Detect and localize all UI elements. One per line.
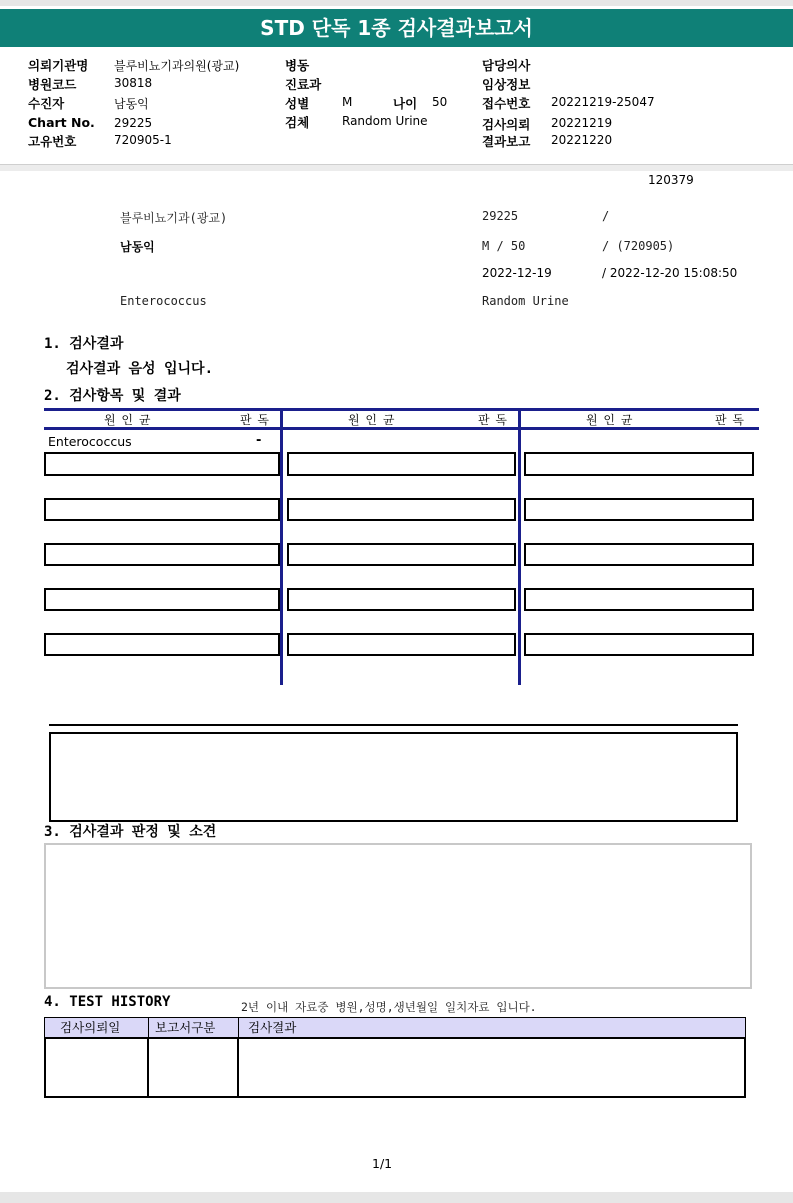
- value-request-date: 20221219: [551, 116, 613, 130]
- table-divider-2: [518, 408, 521, 685]
- row1-result: -: [256, 433, 262, 448]
- col3-pathogen-header: 원 인 균: [586, 413, 634, 427]
- col3-judgement-header: 판 독: [715, 413, 745, 427]
- history-col-result: 검사결과: [238, 1017, 746, 1038]
- result-box: [287, 543, 516, 566]
- comment-rule: [49, 724, 738, 726]
- label-report-date: 결과보고: [482, 134, 531, 149]
- result-box: [44, 452, 280, 476]
- value-specimen: Random Urine: [342, 114, 428, 128]
- summary-reported: / 2022-12-20 15:08:50: [602, 266, 738, 280]
- summary-birth: / (720905): [602, 239, 675, 253]
- col1-judgement-header: 판 독: [240, 413, 270, 427]
- value-report-date: 20221220: [551, 133, 613, 147]
- result-box: [287, 498, 516, 521]
- section4-note: 2년 이내 자료중 병원,성명,생년월일 일치자료 입니다.: [241, 1000, 537, 1014]
- label-chart-no: Chart No.: [28, 115, 95, 130]
- summary-specimen: Random Urine: [482, 294, 569, 308]
- page-number: 1/1: [372, 1156, 393, 1171]
- value-age: 50: [432, 95, 448, 109]
- summary-sex-age: M / 50: [482, 239, 526, 253]
- result-box: [44, 498, 280, 521]
- result-box: [524, 633, 754, 656]
- col2-pathogen-header: 원 인 균: [348, 413, 396, 427]
- value-sex: M: [342, 95, 353, 109]
- label-hospital-code: 병원코드: [28, 77, 77, 92]
- section1-title: 1. 검사결과: [44, 336, 124, 352]
- value-institution: 블루비뇨기과의원(광교): [114, 59, 240, 73]
- table-divider-1: [280, 408, 283, 685]
- result-box: [524, 452, 754, 476]
- result-box: [287, 452, 516, 476]
- label-clinical-info: 임상정보: [482, 77, 531, 92]
- label-doctor: 담당의사: [482, 58, 531, 73]
- label-age: 나이: [393, 96, 418, 111]
- top-border: [0, 0, 793, 6]
- section4-title: 4. TEST HISTORY: [44, 994, 171, 1010]
- history-cell: [147, 1037, 239, 1098]
- result-box: [524, 498, 754, 521]
- result-box: [44, 588, 280, 611]
- label-receipt-no: 접수번호: [482, 96, 531, 111]
- summary-received: 2022-12-19: [482, 266, 552, 280]
- history-col-report-type: 보고서구분: [148, 1017, 239, 1038]
- result-box: [287, 588, 516, 611]
- summary-chart: 29225: [482, 209, 519, 223]
- history-cell: [237, 1037, 746, 1098]
- label-patient: 수진자: [28, 96, 65, 111]
- result-box: [44, 543, 280, 566]
- summary-organism: Enterococcus: [120, 294, 207, 308]
- summary-name: 남동익: [120, 240, 155, 254]
- history-col-request-date: 검사의뢰일: [44, 1017, 149, 1038]
- section3-title: 3. 검사결과 판정 및 소견: [44, 824, 217, 840]
- summary-clinic: 블루비뇨기과(광교): [120, 211, 228, 225]
- label-institution: 의뢰기관명: [28, 58, 89, 73]
- section1-result: 검사결과 음성 입니다.: [66, 361, 214, 377]
- value-patient: 남동익: [114, 97, 149, 111]
- result-box: [524, 588, 754, 611]
- result-box: [44, 633, 280, 656]
- result-box: [524, 543, 754, 566]
- label-sex: 성별: [285, 96, 310, 111]
- label-department: 진료과: [285, 77, 322, 92]
- result-box: [287, 633, 516, 656]
- comment-box: [49, 732, 738, 822]
- label-request-date: 검사의뢰: [482, 117, 531, 132]
- summary-id: 120379: [648, 173, 694, 187]
- label-unique-no: 고유번호: [28, 134, 77, 149]
- history-cell: [44, 1037, 149, 1098]
- value-unique-no: 720905-1: [114, 133, 172, 147]
- value-hospital-code: 30818: [114, 76, 153, 90]
- header-separator: [0, 164, 793, 171]
- value-receipt-no: 20221219-25047: [551, 95, 655, 109]
- col1-pathogen-header: 원 인 균: [104, 413, 152, 427]
- opinion-box: [44, 843, 752, 989]
- section2-title: 2. 검사항목 및 결과: [44, 388, 181, 404]
- col2-judgement-header: 판 독: [478, 413, 508, 427]
- bottom-border: [0, 1192, 793, 1203]
- value-chart-no: 29225: [114, 116, 153, 130]
- label-ward: 병동: [285, 58, 310, 73]
- summary-slash: /: [602, 209, 610, 223]
- label-specimen: 검체: [285, 115, 310, 130]
- row1-pathogen: Enterococcus: [48, 434, 132, 449]
- report-title: STD 단독 1종 검사결과보고서: [260, 16, 533, 40]
